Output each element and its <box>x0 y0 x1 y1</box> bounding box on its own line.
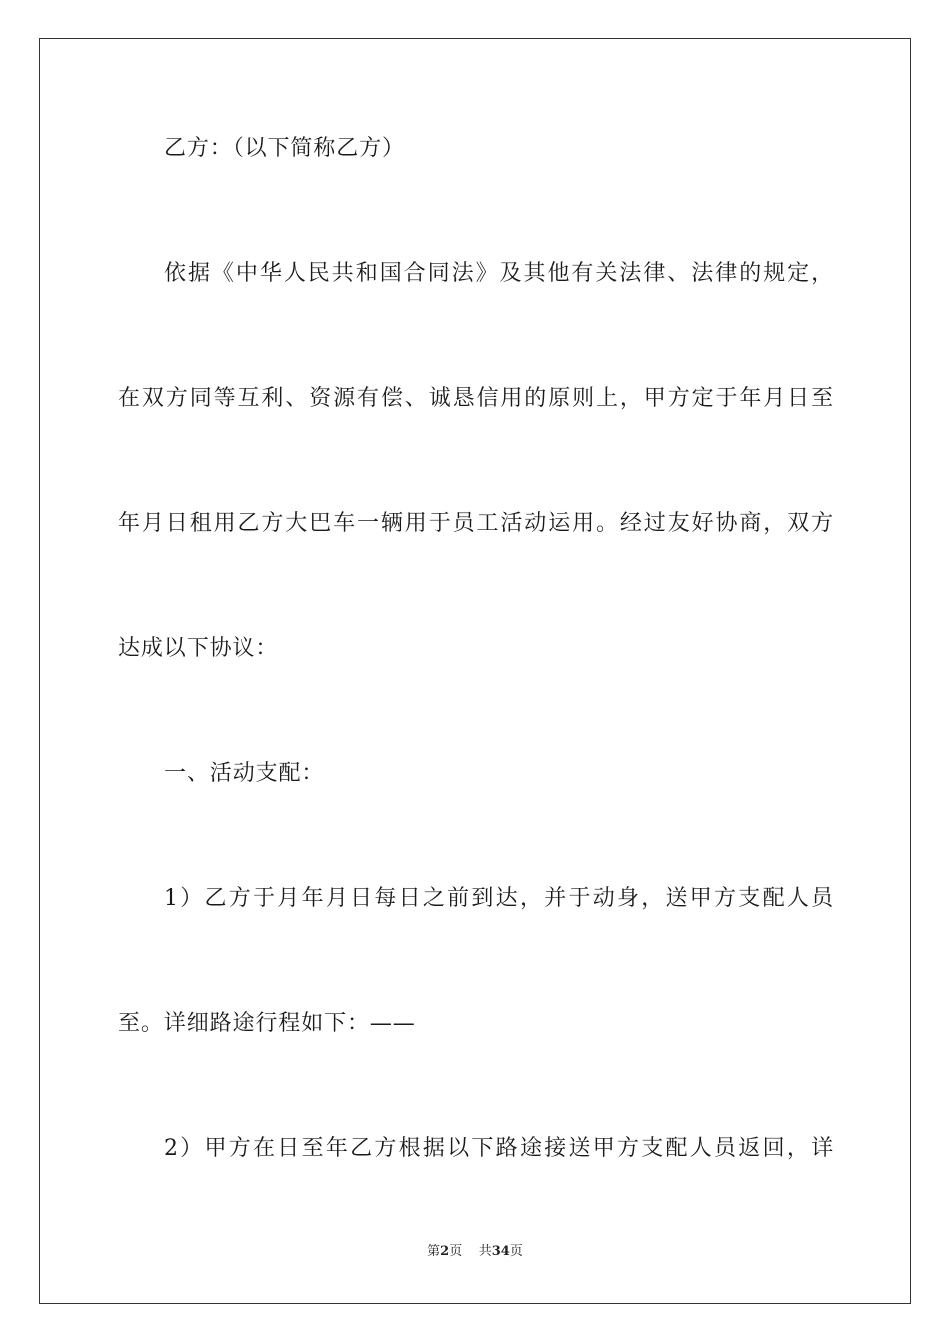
page-border <box>39 38 911 1304</box>
footer-total-prefix: 共 <box>478 1244 492 1259</box>
text-line-party-b: 乙方：（以下简称乙方） <box>164 136 405 161</box>
text-line-item-1: 1）乙方于月年月日每日之前到达，并于动身，送甲方支配人员 <box>164 886 834 911</box>
footer-page-suffix: 页 <box>449 1244 463 1259</box>
text-line-principles: 在双方同等互利、资源有偿、诚恳信用的原则上，甲方定于年月日至 <box>118 386 834 411</box>
page-footer <box>0 1243 950 1261</box>
section-heading-activity: 一、活动支配： <box>164 761 325 786</box>
text-line-agreement: 达成以下协议： <box>118 636 279 661</box>
footer-page-prefix: 第 <box>427 1244 441 1259</box>
text-line-legal-basis: 依据《中华人民共和国合同法》及其他有关法律、法律的规定， <box>164 261 834 286</box>
footer-page-number: 2 <box>440 1244 450 1259</box>
text-line-item-1-cont: 至。详细路途行程如下：—— <box>118 1011 416 1036</box>
text-line-item-2: 2）甲方在日至年乙方根据以下路途接送甲方支配人员返回，详 <box>164 1136 834 1161</box>
footer-total-pages: 34 <box>491 1244 510 1259</box>
text-line-bus-rental: 年月日租用乙方大巴车一辆用于员工活动运用。经过友好协商，双方 <box>118 511 834 536</box>
footer-total-suffix: 页 <box>509 1244 523 1259</box>
